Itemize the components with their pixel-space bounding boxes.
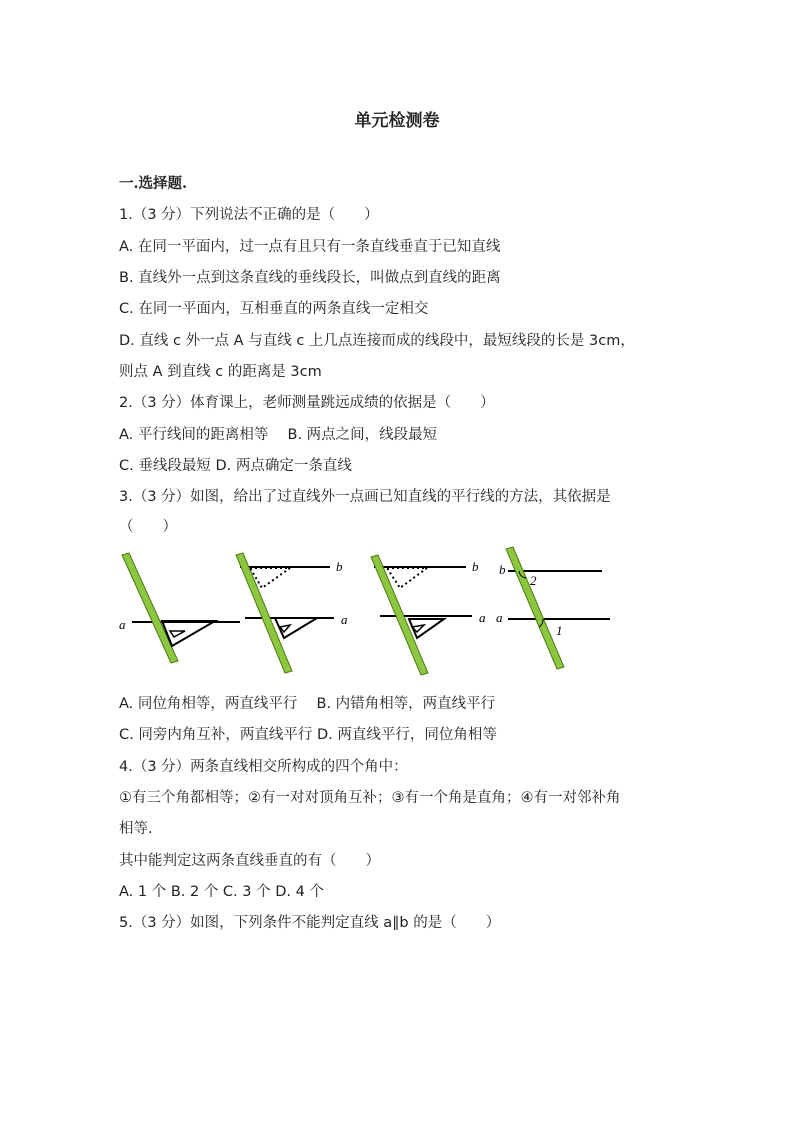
- q4-question: 其中能判定这两条直线垂直的有（ ）: [119, 853, 380, 869]
- label-a: a: [496, 610, 503, 625]
- q4-options: A. 1 个 B. 2 个 C. 3 个 D. 4 个: [119, 884, 324, 900]
- section-heading: 一.选择题.: [119, 175, 188, 192]
- angle-2-label: 2: [530, 573, 537, 588]
- q1-option-d-cont: 则点 A 到直线 c 的距离是 3cm: [119, 364, 322, 380]
- figure-panel-1: [119, 553, 240, 663]
- q1-option-b: B. 直线外一点到这条直线的垂线段长，叫做点到直线的距离: [119, 270, 501, 286]
- figure-panel-4: [496, 547, 610, 669]
- q4-conditions-cont: 相等.: [119, 821, 153, 837]
- q2-options-ab: A. 平行线间的距离相等 B. 两点之间，线段最短: [119, 427, 438, 443]
- q3-figure: [112, 543, 632, 685]
- figure-panel-3: [371, 555, 486, 675]
- q3-options-cd: C. 同旁内角互补，两直线平行 D. 两直线平行，同位角相等: [119, 727, 497, 743]
- q2-stem: 2.（3 分）体育课上，老师测量跳远成绩的依据是（ ）: [119, 395, 495, 411]
- q1-option-a: A. 在同一平面内，过一点有且只有一条直线垂直于已知直线: [119, 239, 501, 255]
- label-a: a: [479, 610, 486, 625]
- q1-option-c: C. 在同一平面内，互相垂直的两条直线一定相交: [119, 301, 429, 317]
- q1-stem: 1.（3 分）下列说法不正确的是（ ）: [119, 207, 379, 223]
- q4-conditions: ①有三个角都相等；②有一对对顶角互补；③有一个角是直角；④有一对邻补角: [119, 790, 621, 806]
- q4-stem: 4.（3 分）两条直线相交所构成的四个角中：: [119, 759, 408, 775]
- q2-options-cd: C. 垂线段最短 D. 两点确定一条直线: [119, 458, 352, 474]
- q3-stem-cont: （ ）: [119, 519, 177, 535]
- page-title: 单元检测卷: [354, 111, 440, 131]
- q3-stem: 3.（3 分）如图，给出了过直线外一点画已知直线的平行线的方法，其依据是: [119, 489, 611, 505]
- angle-1-label: 1: [556, 623, 563, 638]
- q1-option-d: D. 直线 c 外一点 A 与直线 c 上几点连接而成的线段中，最短线段的长是 3cm，: [119, 333, 635, 349]
- q5-stem: 5.（3 分）如图，下列条件不能判定直线 a∥b 的是（ ）: [119, 915, 501, 931]
- figure-panel-2: [236, 553, 348, 673]
- q3-options-ab: A. 同位角相等，两直线平行 B. 内错角相等，两直线平行: [119, 696, 496, 712]
- label-a: a: [341, 612, 348, 627]
- label-a: a: [119, 617, 126, 632]
- label-b: b: [336, 559, 343, 574]
- label-b: b: [472, 559, 479, 574]
- label-b: b: [499, 562, 506, 577]
